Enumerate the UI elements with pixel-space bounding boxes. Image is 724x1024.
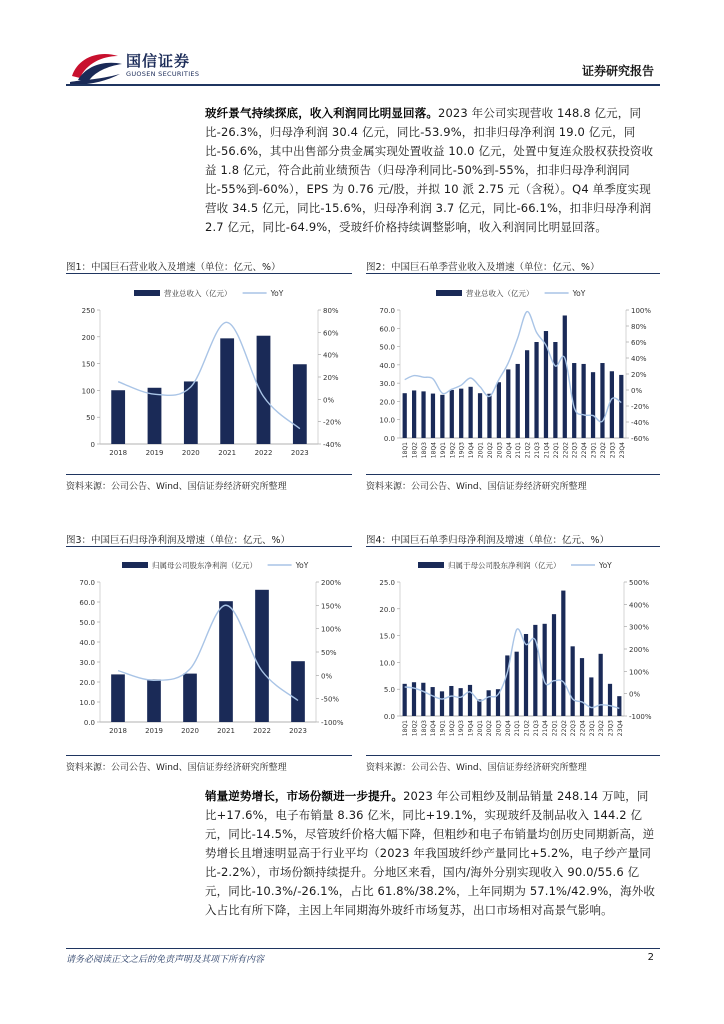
x-tick-label: 22Q2	[560, 720, 568, 737]
y-tick-label-left: 250	[81, 307, 95, 315]
bar-mark	[257, 336, 271, 444]
bar-mark	[617, 696, 621, 716]
bar-mark	[148, 388, 162, 444]
y-tick-label-right: 40%	[323, 351, 339, 360]
bar-mark	[440, 395, 444, 438]
bar-mark	[524, 634, 528, 716]
logo-chinese: 国信证券	[126, 52, 191, 70]
y-tick-label-left: 50.0	[79, 619, 95, 627]
x-tick-label: 21Q1	[514, 720, 522, 737]
bar-mark	[497, 382, 501, 438]
bar-mark	[516, 364, 520, 438]
page-number: 2	[647, 952, 654, 963]
y-tick-label-left: 15.0	[379, 632, 395, 641]
y-tick-label-right: 80%	[323, 307, 339, 315]
y-tick-label-right: 60%	[323, 329, 339, 338]
figure-4-caption-rule	[366, 546, 660, 547]
x-tick-label: 19Q3	[458, 720, 466, 737]
bar-mark	[525, 350, 529, 438]
x-tick-label: 22Q4	[581, 442, 589, 459]
figure-2-caption: 图2：中国巨石单季营业收入及增速（单位：亿元、%）	[366, 262, 600, 273]
y-tick-label-left: 5.0	[383, 686, 395, 695]
bar-mark	[553, 342, 557, 438]
bar-mark	[515, 652, 519, 716]
paragraph-lead: 销量逆势增长，市场份额进一步提升。	[205, 789, 404, 803]
x-tick-label: 21Q3	[534, 442, 542, 459]
bar-mark	[487, 394, 491, 438]
figure-4-caption: 图4：中国巨石单季归母净利润及增速（单位：亿元、%）	[366, 535, 610, 546]
bar-mark	[619, 375, 623, 438]
footer-disclaimer: 请务必阅读正文之后的免责声明及其项下所有内容	[66, 955, 265, 965]
bar-mark	[459, 688, 463, 716]
legend-line-label: YoY	[599, 561, 612, 570]
bar-mark	[610, 371, 614, 438]
x-tick-label: 2022	[254, 449, 273, 457]
y-tick-label-right: 100%	[321, 625, 342, 634]
x-tick-label: 20Q2	[486, 720, 494, 737]
bar-mark	[534, 342, 538, 438]
x-tick-label: 18Q4	[430, 720, 438, 737]
x-tick-label: 23Q3	[607, 720, 615, 737]
y-tick-label-left: 50.0	[379, 343, 395, 352]
y-tick-label-right: 500%	[629, 579, 650, 587]
bar-mark	[219, 601, 233, 722]
bar-mark	[599, 654, 603, 716]
figure-3-caption-rule	[66, 546, 352, 547]
bar-mark	[111, 674, 125, 722]
bar-mark	[421, 391, 425, 438]
figure-1-source-rule	[66, 474, 352, 475]
legend-bar-label: 营业总收入（亿元）	[164, 289, 232, 298]
bar-mark	[552, 614, 556, 716]
x-tick-label: 23Q2	[598, 720, 606, 737]
figure-3-source: 资料来源：公司公告、Wind、国信证券经济研究所整理	[66, 763, 287, 773]
x-tick-label: 19Q1	[439, 442, 447, 459]
x-tick-label: 18Q1	[402, 442, 410, 459]
x-tick-label: 19Q3	[458, 442, 466, 459]
x-tick-label: 19Q2	[449, 442, 457, 459]
chart-quarterly-revenue	[366, 280, 660, 466]
y-tick-label-left: 70.0	[379, 307, 395, 315]
y-tick-label-left: 100	[81, 387, 95, 396]
paragraph-body: 2023 年公司实现营收 148.8 亿元，同比-26.3%，归母净利润 30.4 亿元，同比-53.9%，扣非归母净利润 19.0 亿元，同比-56.6%，其中出售部分贵金属实现处置收益 10.0 亿元，处置中复连众股权获投资收益 1.8 亿元，符合此前业绩预告（归母净利同比-50%到-55%，扣非归母净利润同比-55%到-60%），EPS 为 0.76 元/股，并拟 10 派 2.75 元（含税）。Q4 单季度实现营收 34.5 亿元，同比-15.6%，归母净利润 3.7 亿元，同比-66.1%，扣非归母净利润 2.7 亿元，同比-64.9%，受玻纤价格持续调整影响，收入利润同比明显回落。	[205, 106, 654, 234]
x-tick-label: 20Q2	[486, 442, 494, 459]
legend-bar-swatch	[122, 562, 148, 568]
figure-2-caption-rule	[366, 273, 660, 274]
bar-mark	[571, 646, 575, 716]
y-tick-label-right: -100%	[321, 719, 344, 727]
y-tick-label-right: -20%	[323, 418, 342, 427]
x-tick-label: 20Q3	[495, 720, 503, 737]
x-tick-label: 23Q1	[588, 720, 596, 737]
x-tick-label: 18Q3	[421, 442, 429, 459]
bar-mark	[487, 690, 491, 716]
y-tick-label-left: 40.0	[79, 639, 95, 647]
y-tick-label-left: 50	[86, 414, 95, 423]
y-tick-label-left: 10.0	[79, 699, 95, 707]
bar-mark	[468, 685, 472, 716]
bar-mark	[477, 699, 481, 716]
bar-mark	[582, 364, 586, 438]
y-tick-label-right: 60%	[631, 339, 647, 347]
bar-mark	[147, 679, 161, 722]
x-tick-label: 18Q4	[430, 442, 438, 459]
y-tick-label-left: 30.0	[79, 659, 95, 667]
y-tick-label-left: 10.0	[379, 659, 395, 668]
y-tick-label-right: 100%	[629, 668, 650, 677]
bar-mark	[459, 389, 463, 438]
bar-mark	[449, 686, 453, 716]
x-tick-label: 22Q4	[579, 720, 587, 737]
y-tick-label-right: -40%	[631, 419, 650, 427]
bar-mark	[591, 372, 595, 438]
bar-mark	[580, 658, 584, 716]
bar-mark	[403, 684, 407, 716]
x-tick-label: 2022	[253, 727, 271, 735]
x-tick-label: 20Q4	[505, 442, 513, 459]
x-tick-label: 2018	[109, 449, 128, 457]
x-tick-label: 21Q2	[524, 442, 532, 459]
x-tick-label: 19Q1	[439, 720, 447, 737]
figure-4-source-rule	[366, 755, 660, 756]
bar-mark	[589, 677, 593, 716]
x-tick-label: 20Q4	[504, 720, 512, 737]
y-tick-label-right: -60%	[631, 435, 650, 443]
bar-mark	[450, 390, 454, 438]
y-tick-label-right: 40%	[631, 355, 647, 363]
x-tick-label: 18Q1	[402, 720, 410, 737]
figure-4-source: 资料来源：公司公告、Wind、国信证券经济研究所整理	[366, 763, 587, 773]
x-tick-label: 18Q3	[420, 720, 428, 737]
y-tick-label-right: 0%	[631, 387, 643, 395]
y-tick-label-right: -20%	[631, 403, 650, 411]
x-tick-label: 23Q4	[618, 442, 626, 459]
paragraph-lead: 玻纤景气持续探底，收入利润同比明显回落。	[205, 106, 438, 120]
x-tick-label: 22Q3	[571, 442, 579, 459]
y-tick-label-left: 20.0	[379, 605, 395, 614]
x-tick-label: 21Q4	[543, 442, 551, 459]
y-tick-label-left: 20.0	[379, 398, 395, 407]
legend-bar-label: 归属母公司股东净利润（亿元）	[152, 561, 257, 570]
chart-annual-revenue	[66, 280, 352, 466]
chart-annual-net-profit	[66, 552, 352, 744]
y-tick-label-right: -40%	[323, 441, 342, 449]
bar-mark	[291, 661, 305, 722]
x-tick-label: 22Q3	[570, 720, 578, 737]
bar-mark	[469, 387, 473, 438]
figure-1-source: 资料来源：公司公告、Wind、国信证券经济研究所整理	[66, 482, 287, 492]
y-tick-label-right: 0%	[321, 672, 333, 681]
y-tick-label-left: 0.0	[383, 435, 395, 443]
y-tick-label-right: 150%	[321, 602, 342, 611]
paragraph-body: 2023 年公司粗纱及制品销量 248.14 万吨，同比+17.6%，电子布销量 8.36 亿米，同比+19.1%，实现玻纤及制品收入 144.2 亿元，同比-14.5%，尽管玻纤价格大幅下降，但粗纱和电子布销量均创历史同期新高，逆势增长且增速明显高于行业平均（2023 年我国玻纤纱产量同比+5.2%，电子纱产量同比-2.2%），市场份额持续提升。分地区来看，国内/海外分别实现收入 90.0/55.6 亿元，同比-10.3%/-26.1%，占比 61.8%/38.2%，上年同期为 57.1%/42.9%，海外收入占比有所下降，主因上年同期海外玻纤市场复苏，出口市场相对高景气影响。	[205, 789, 656, 917]
bar-mark	[506, 369, 510, 438]
y-tick-label-right: 20%	[631, 371, 647, 379]
footer-divider	[66, 948, 660, 949]
x-tick-label: 23Q3	[609, 442, 617, 459]
x-tick-label: 20Q1	[476, 720, 484, 737]
figure-3-source-rule	[66, 755, 352, 756]
x-tick-label: 20Q3	[496, 442, 504, 459]
y-tick-label-right: 100%	[631, 307, 652, 315]
y-tick-label-right: 0%	[323, 396, 335, 405]
y-tick-label-right: 200%	[321, 579, 342, 587]
y-tick-label-right: 80%	[631, 323, 647, 331]
figure-1-caption-rule	[66, 273, 352, 274]
y-tick-label-right: 300%	[629, 623, 650, 632]
bar-mark	[255, 590, 269, 722]
x-tick-label: 2023	[289, 727, 307, 735]
figure-2-source-rule	[366, 474, 660, 475]
y-tick-label-left: 25.0	[379, 579, 395, 587]
chart-quarterly-net-profit	[366, 552, 660, 744]
x-tick-label: 21Q2	[523, 720, 531, 737]
legend-bar-label: 营业总收入（亿元）	[466, 289, 534, 298]
figure-3-caption: 图3：中国巨石归母净利润及增速（单位：亿元、%）	[66, 535, 291, 546]
y-tick-label-left: 0	[90, 441, 95, 449]
y-tick-label-left: 60.0	[79, 599, 95, 607]
x-tick-label: 2020	[181, 449, 200, 457]
x-tick-label: 2018	[109, 727, 127, 735]
paragraph-revenue-profit	[205, 104, 660, 237]
x-tick-label: 2019	[145, 727, 163, 735]
y-tick-label-left: 20.0	[79, 679, 95, 687]
bar-mark	[600, 363, 604, 438]
report-type-label: 证券研究报告	[581, 64, 654, 78]
figure-2-source: 资料来源：公司公告、Wind、国信证券经济研究所整理	[366, 482, 587, 492]
y-tick-label-right: 50%	[321, 649, 337, 657]
y-tick-label-left: 0.0	[83, 719, 95, 727]
y-tick-label-left: 60.0	[379, 325, 395, 334]
y-tick-label-left: 40.0	[379, 361, 395, 370]
y-tick-label-right: 0%	[629, 690, 641, 699]
y-tick-label-right: -100%	[629, 713, 652, 721]
x-tick-label: 19Q4	[468, 442, 476, 459]
bar-mark	[431, 687, 435, 716]
x-tick-label: 2019	[145, 449, 164, 457]
bar-mark	[478, 393, 482, 438]
legend-bar-label: 归属于母公司股东净利润（亿元）	[448, 561, 561, 570]
y-tick-label-left: 150	[81, 360, 95, 369]
yoy-line	[118, 322, 300, 428]
header-divider	[66, 84, 660, 86]
y-tick-label-left: 70.0	[79, 579, 95, 587]
legend-line-label: YoY	[295, 561, 309, 570]
x-tick-label: 2023	[290, 449, 309, 457]
x-tick-label: 18Q2	[411, 442, 419, 459]
bar-mark	[220, 338, 234, 444]
x-tick-label: 2021	[217, 727, 235, 735]
bar-mark	[111, 390, 125, 444]
y-tick-label-right: 200%	[629, 646, 650, 654]
x-tick-label: 22Q1	[552, 442, 560, 459]
legend-bar-swatch	[134, 290, 160, 296]
logo-english: GUOSEN SECURITIES	[126, 70, 200, 78]
bar-mark	[563, 315, 567, 438]
bar-mark	[412, 390, 416, 438]
x-tick-label: 20Q1	[477, 442, 485, 459]
x-tick-label: 2021	[218, 449, 237, 457]
y-tick-label-right: 400%	[629, 601, 650, 610]
bar-mark	[431, 394, 435, 438]
x-tick-label: 21Q1	[515, 442, 523, 459]
x-tick-label: 19Q4	[467, 720, 475, 737]
x-tick-label: 22Q1	[551, 720, 559, 737]
y-tick-label-right: -50%	[321, 695, 340, 704]
legend-line-label: YoY	[270, 289, 284, 298]
bar-mark	[403, 393, 407, 438]
yoy-line	[405, 629, 620, 709]
x-tick-label: 2020	[181, 727, 199, 735]
y-tick-label-left: 10.0	[379, 416, 395, 425]
x-tick-label: 23Q1	[590, 442, 598, 459]
bar-mark	[608, 684, 612, 716]
bar-mark	[561, 591, 565, 716]
yoy-line	[118, 605, 298, 700]
y-tick-label-right: 20%	[323, 374, 339, 382]
x-tick-label: 18Q2	[411, 720, 419, 737]
x-tick-label: 21Q3	[532, 720, 540, 737]
y-tick-label-left: 0.0	[383, 713, 395, 721]
paragraph-sales-volume	[205, 787, 660, 920]
figure-1-caption: 图1：中国巨石营业收入及增速（单位：亿元、%）	[66, 262, 281, 273]
bar-mark	[421, 683, 425, 716]
x-tick-label: 19Q2	[448, 720, 456, 737]
x-tick-label: 21Q4	[542, 720, 550, 737]
legend-bar-swatch	[436, 290, 462, 296]
bar-mark	[183, 674, 197, 722]
y-tick-label-left: 30.0	[379, 380, 395, 389]
x-tick-label: 23Q4	[616, 720, 624, 737]
x-tick-label: 23Q2	[599, 442, 607, 459]
y-tick-label-left: 200	[81, 333, 95, 342]
x-tick-label: 22Q2	[562, 442, 570, 459]
bar-mark	[440, 691, 444, 716]
legend-line-label: YoY	[572, 289, 586, 298]
yoy-line	[405, 312, 622, 422]
legend-bar-swatch	[418, 562, 444, 568]
company-logo	[68, 46, 208, 86]
bar-mark	[293, 364, 307, 444]
guosen-logo-icon	[68, 46, 124, 86]
bar-mark	[543, 624, 547, 716]
